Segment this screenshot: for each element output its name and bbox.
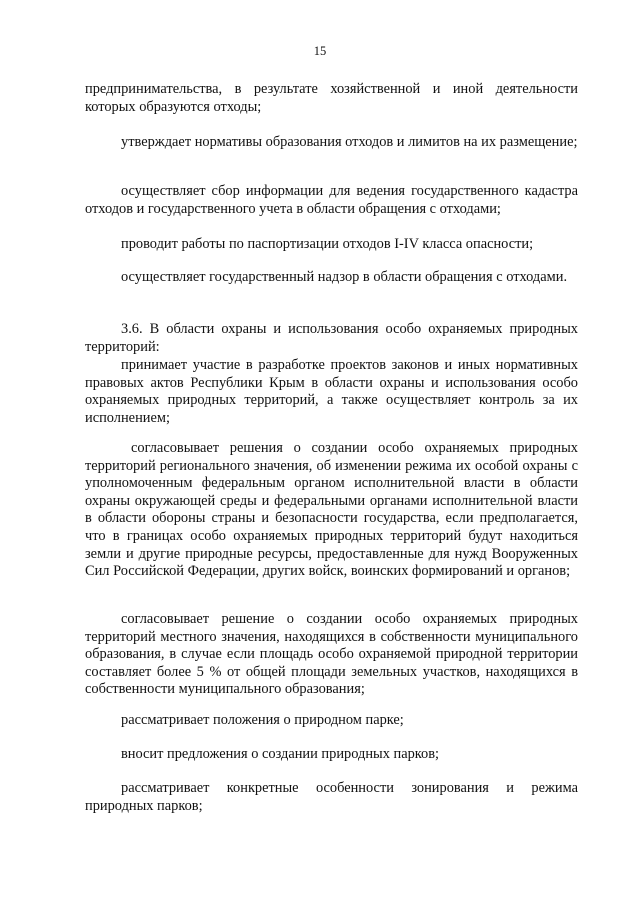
paragraph-10: рассматривает положения о природном парке;: [121, 712, 404, 728]
paragraph-3: осуществляет сбор информации для ведения государственного кадастра отходов и государственного учета в области обращения с отходами;: [85, 183, 578, 217]
paragraph-12: рассматривает конкретные особенности зонирования и режима природных парков;: [85, 780, 578, 814]
paragraph-8: согласовывает решения о создании особо охраняемых природных территорий регионального значения, об изменении режима их особой охраны с уполномоченным федеральным органом исполнительной власти в области охраны окружающей среды и федеральными органами исполнительной власти в области обороны страны и безопасности государства, если предполагается, что в границах особо охраняемых природных территорий будут находиться земли и другие природные ресурсы, предоставленные для нужд Вооруженных Сил Российской Федерации, других войск, воинских формирований и органов;: [85, 440, 578, 580]
page-number: 15: [313, 44, 327, 58]
section-3-6-heading: 3.6. В области охраны и использования особо охраняемых природных территорий:: [85, 321, 578, 355]
paragraph-4: проводит работы по паспортизации отходов I-IV класса опасности;: [121, 236, 534, 252]
paragraph-1: предпринимательства, в результате хозяйственной и иной деятельности которых образуются отходы;: [85, 81, 578, 115]
paragraph-5: осуществляет государственный надзор в области обращения с отходами.: [121, 269, 568, 285]
paragraph-9: согласовывает решение о создании особо охраняемых природных территорий местного значения, находящихся в собственности муниципального образования, в случае если площадь особо охраняемой природной территории составляет более 5 % от общей площади земельных участков, находящихся в собственности муниципального образования;: [85, 611, 578, 698]
paragraph-11: вносит предложения о создании природных парков;: [121, 746, 440, 762]
paragraph-7: принимает участие в разработке проектов законов и иных нормативных правовых актов Республики Крым в области охраны и использования особо охраняемых природных территорий, а также осуществляет контроль за их исполнением;: [85, 357, 578, 426]
paragraph-2: утверждает нормативы образования отходов и лимитов на их размещение;: [121, 134, 578, 150]
